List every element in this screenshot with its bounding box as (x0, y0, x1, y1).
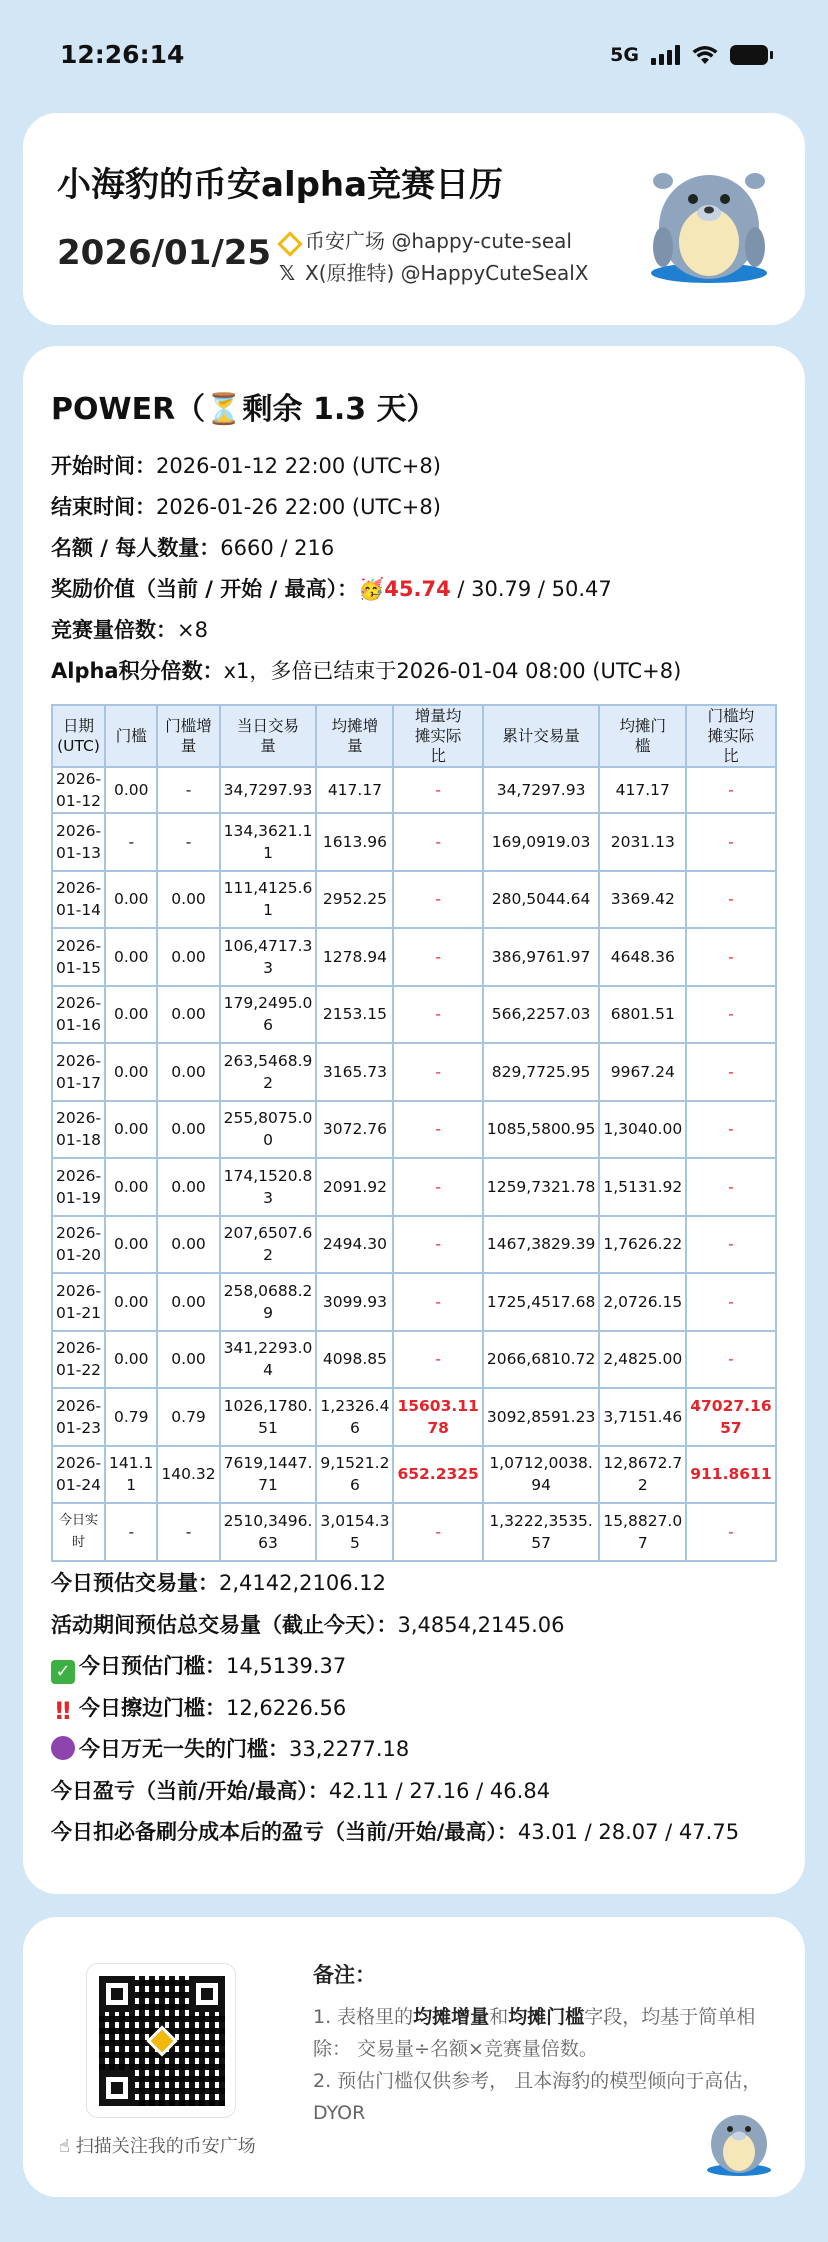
note-1-mid: 和 (489, 2006, 509, 2028)
table-cell: - (393, 1216, 482, 1274)
alpha-multiplier-value: x1，多倍已结束于2026-01-04 08:00 (UTC+8) (223, 659, 682, 683)
qr-caption (59, 2132, 256, 2158)
table-cell: - (686, 928, 775, 986)
quota-value: 6660 / 216 (220, 536, 335, 560)
table-cell: 0.00 (105, 1043, 157, 1101)
check-mark-icon: ✓ (51, 1660, 75, 1684)
table-cell: - (686, 1158, 775, 1216)
table-row (52, 813, 776, 871)
volume-table (51, 704, 777, 1562)
table-cell: 15603.11 78 (393, 1388, 482, 1446)
table-row (52, 986, 776, 1044)
table-cell: 0.00 (105, 1273, 157, 1331)
estimate-volume-value: 2,4142,2106.12 (219, 1571, 386, 1595)
table-cell: 0.00 (105, 1101, 157, 1159)
note-1-prefix: 1. 表格里的 (313, 2006, 414, 2028)
table-cell: 255,8075.0 0 (220, 1101, 317, 1159)
table-cell: 1026,1780. 51 (220, 1388, 317, 1446)
table-cell: 174,1520.8 3 (220, 1158, 317, 1216)
table-cell: 1613.96 (316, 813, 393, 871)
multiplier-row (51, 610, 681, 651)
qr-code[interactable] (86, 1963, 236, 2118)
table-cell: 1,0712,0038. 94 (483, 1446, 599, 1504)
table-cell: 0.00 (157, 1216, 219, 1274)
table-cell: 0.79 (157, 1388, 219, 1446)
table-cell: 1467,3829.39 (483, 1216, 599, 1274)
table-cell: 4648.36 (599, 928, 686, 986)
table-cell: 2026-01-14 (52, 871, 105, 929)
table-cell: - (393, 871, 482, 929)
pnl-net-value: 43.01 / 28.07 / 47.75 (517, 1820, 740, 1844)
alpha-multiplier-label: Alpha积分倍数： (51, 659, 224, 683)
table-cell: 今日实时 (52, 1503, 105, 1561)
table-cell: 12,8672.7 2 (599, 1446, 686, 1504)
table-cell: 134,3621.1 1 (220, 813, 317, 871)
battery-icon (730, 45, 768, 65)
table-cell: 2153.15 (316, 986, 393, 1044)
table-cell: 2,4825.00 (599, 1331, 686, 1389)
threshold-label: 今日预估门槛： (79, 1654, 226, 1678)
table-cell: 0.00 (105, 928, 157, 986)
table-row (52, 1503, 776, 1561)
table-cell: 2494.30 (316, 1216, 393, 1274)
table-cell: - (686, 1101, 775, 1159)
table-cell: 1,7626.22 (599, 1216, 686, 1274)
table-cell: 34,7297.93 (483, 767, 599, 813)
reward-current-value: 45.74 (384, 577, 451, 601)
table-cell: - (157, 813, 219, 871)
qr-caption-text: 扫描关注我的币安广场 (75, 2136, 256, 2157)
table-cell: 0.00 (157, 1273, 219, 1331)
table-cell: 2026-01-12 (52, 767, 105, 813)
total-volume-row (51, 1605, 739, 1647)
table-row (52, 1446, 776, 1504)
total-volume-label: 活动期间预估总交易量（截止今天）： (51, 1612, 398, 1637)
table-cell: 1259,7321.78 (483, 1158, 599, 1216)
table-cell: - (157, 767, 219, 813)
table-cell: 3165.73 (316, 1043, 393, 1101)
status-time: 12:26:14 (60, 40, 185, 69)
edge-threshold-label: 今日擦边门槛： (79, 1695, 226, 1720)
start-time-label: 开始时间： (51, 454, 156, 478)
table-cell: - (393, 928, 482, 986)
table-header-cell: 均摊增 量 (316, 705, 393, 767)
table-cell: 3,7151.46 (599, 1388, 686, 1446)
reward-row (51, 569, 681, 610)
table-cell: - (686, 1273, 775, 1331)
social-links (277, 225, 589, 289)
table-cell: 6801.51 (599, 986, 686, 1044)
pointing-hand-icon: ☝ (59, 2136, 70, 2157)
table-cell: - (686, 986, 775, 1044)
table-cell: - (393, 1158, 482, 1216)
table-cell: 2026-01-17 (52, 1043, 105, 1101)
table-cell: 140.32 (157, 1446, 219, 1504)
table-cell: 417.17 (599, 767, 686, 813)
header-card (23, 113, 805, 325)
table-cell: 2066,6810.72 (483, 1331, 599, 1389)
table-row (52, 1388, 776, 1446)
pnl-net-label: 今日扣必备刷分成本后的盈亏（当前/开始/最高）： (51, 1820, 518, 1844)
binance-square-link[interactable] (277, 225, 589, 257)
contest-title: POWER（⏳剩余 1.3 天） (51, 392, 437, 427)
table-cell: 2026-01-18 (52, 1101, 105, 1159)
table-cell: - (686, 871, 775, 929)
table-cell: 0.79 (105, 1388, 157, 1446)
threshold-row (51, 1646, 739, 1688)
safe-threshold-value: 33,2277.18 (289, 1737, 410, 1761)
table-cell: 9,1521.2 6 (316, 1446, 393, 1504)
table-row (52, 767, 776, 813)
table-cell: 386,9761.97 (483, 928, 599, 986)
table-cell: 1,3222,3535. 57 (483, 1503, 599, 1561)
summary-section (51, 1563, 739, 1854)
table-cell: 2026-01-15 (52, 928, 105, 986)
table-cell: 0.00 (105, 1331, 157, 1389)
table-cell: 207,6507.6 2 (220, 1216, 317, 1274)
table-header-cell: 均摊门 槛 (599, 705, 686, 767)
table-cell: - (686, 1331, 775, 1389)
table-cell: 0.00 (105, 871, 157, 929)
table-row (52, 1216, 776, 1274)
table-cell: 1725,4517.68 (483, 1273, 599, 1331)
table-row (52, 1101, 776, 1159)
table-cell: - (393, 986, 482, 1044)
pnl-row (51, 1771, 739, 1813)
table-cell: 9967.24 (599, 1043, 686, 1101)
x-handle: X(原推特) @HappyCuteSealX (305, 261, 589, 285)
signal-icon (651, 45, 680, 65)
notes-title: 备注： (313, 1963, 376, 1987)
edge-threshold-value: 12,6226.56 (226, 1695, 347, 1720)
pnl-net-row (51, 1812, 739, 1854)
reward-label: 奖励价值（当前 / 开始 / 最高）： (51, 577, 359, 601)
qr-pattern (99, 1976, 225, 2106)
table-cell: 258,0688.2 9 (220, 1273, 317, 1331)
table-cell: - (686, 813, 775, 871)
table-row (52, 1043, 776, 1101)
total-volume-value: 3,4854,2145.06 (397, 1612, 565, 1637)
table-cell: 1278.94 (316, 928, 393, 986)
qr-finder-bottom-left (99, 2070, 135, 2106)
edge-threshold-row (51, 1688, 739, 1730)
table-cell: 2031.13 (599, 813, 686, 871)
status-icons (610, 44, 768, 66)
table-cell: - (157, 1503, 219, 1561)
table-cell: 47027.16 57 (686, 1388, 775, 1446)
start-time-value: 2026-01-12 22:00 (UTC+8) (156, 454, 441, 478)
note-1-suffix: 字段，均基于简单相除： 交易量÷名额×竞赛量倍数。 (313, 2006, 756, 2060)
calendar-date: 2026/01/25 (57, 233, 272, 273)
table-cell: 4098.85 (316, 1331, 393, 1389)
table-header-cell: 门槛增 量 (157, 705, 219, 767)
table-cell: 2026-01-21 (52, 1273, 105, 1331)
safe-threshold-label: 今日万无一失的门槛： (79, 1737, 289, 1761)
end-time-value: 2026-01-26 22:00 (UTC+8) (156, 495, 441, 519)
table-cell: - (393, 813, 482, 871)
table-cell: 0.00 (157, 928, 219, 986)
table-cell: 7619,1447. 71 (220, 1446, 317, 1504)
table-row (52, 1273, 776, 1331)
table-cell: - (686, 767, 775, 813)
note-1 (313, 2001, 783, 2065)
table-cell: 34,7297.93 (220, 767, 317, 813)
table-cell: - (105, 1503, 157, 1561)
binance-logo-icon (146, 2025, 177, 2056)
pnl-label: 今日盈亏（当前/开始/最高）： (51, 1778, 329, 1803)
table-cell: 829,7725.95 (483, 1043, 599, 1101)
party-face-icon: 🥳 (358, 577, 385, 601)
table-cell: 169,0919.03 (483, 813, 599, 871)
table-cell: - (393, 1043, 482, 1101)
table-cell: 652.2325 (393, 1446, 482, 1504)
pnl-value: 42.11 / 27.16 / 46.84 (328, 1778, 551, 1803)
estimate-volume-row (51, 1563, 739, 1605)
seal-mascot-icon (643, 147, 775, 285)
table-cell: 566,2257.03 (483, 986, 599, 1044)
table-cell: 2026-01-20 (52, 1216, 105, 1274)
contest-info (51, 446, 681, 692)
table-cell: 911.8611 (686, 1446, 775, 1504)
reward-start-max-values: / 30.79 / 50.47 (450, 577, 612, 601)
end-time-row (51, 487, 681, 528)
table-cell: - (686, 1503, 775, 1561)
table-cell: 106,4717.3 3 (220, 928, 317, 986)
table-cell: 111,4125.6 1 (220, 871, 317, 929)
table-cell: 1,2326.4 6 (316, 1388, 393, 1446)
table-row (52, 928, 776, 986)
start-time-row (51, 446, 681, 487)
table-cell: 0.00 (157, 986, 219, 1044)
qr-finder-top-left (99, 1976, 135, 2012)
table-cell: 15,8827.0 7 (599, 1503, 686, 1561)
table-cell: 341,2293.0 4 (220, 1331, 317, 1389)
page-title: 小海豹的币安alpha竞赛日历 (57, 165, 504, 205)
table-row (52, 1158, 776, 1216)
qr-finder-top-right (189, 1976, 225, 2012)
table-cell: 2026-01-24 (52, 1446, 105, 1504)
table-cell: 179,2495.0 6 (220, 986, 317, 1044)
table-cell: 1085,5800.95 (483, 1101, 599, 1159)
table-cell: 0.00 (157, 1331, 219, 1389)
table-header-row (52, 705, 776, 767)
devil-face-icon (51, 1736, 75, 1760)
quota-row (51, 528, 681, 569)
end-time-label: 结束时间： (51, 495, 156, 519)
x-logo-icon: 𝕏 (278, 261, 296, 285)
table-header-cell: 日期 (UTC) (52, 705, 105, 767)
table-cell: 0.00 (157, 1158, 219, 1216)
table-cell: 2026-01-13 (52, 813, 105, 871)
table-cell: 2091.92 (316, 1158, 393, 1216)
seal-mascot-small-icon (703, 2100, 775, 2176)
multiplier-value: ×8 (177, 618, 208, 642)
note-1-term-2: 均摊门槛 (508, 2006, 585, 2028)
table-cell: 417.17 (316, 767, 393, 813)
table-cell: 2026-01-16 (52, 986, 105, 1044)
alpha-multiplier-row (51, 651, 681, 692)
contest-card (23, 346, 805, 1894)
table-cell: 0.00 (157, 1101, 219, 1159)
table-cell: 0.00 (105, 767, 157, 813)
quota-label: 名额 / 每人数量： (51, 536, 221, 560)
table-cell: 0.00 (157, 1043, 219, 1101)
table-cell: - (393, 1331, 482, 1389)
table-cell: 280,5044.64 (483, 871, 599, 929)
safe-threshold-row (51, 1729, 739, 1771)
threshold-value: 14,5139.37 (226, 1654, 347, 1678)
table-cell: - (393, 1503, 482, 1561)
table-cell: 3072.76 (316, 1101, 393, 1159)
table-cell: 2510,3496. 63 (220, 1503, 317, 1561)
double-exclamation-icon: ‼ (55, 1696, 71, 1725)
note-2: 2. 预估门槛仅供参考， 且本海豹的模型倾向于高估，DYOR (313, 2070, 762, 2124)
table-cell: 2026-01-23 (52, 1388, 105, 1446)
table-cell: 3099.93 (316, 1273, 393, 1331)
table-cell: 141.1 1 (105, 1446, 157, 1504)
table-cell: 0.00 (105, 1216, 157, 1274)
table-cell: 3369.42 (599, 871, 686, 929)
table-row (52, 1331, 776, 1389)
table-header-cell: 门槛均 摊实际 比 (686, 705, 775, 767)
footer-card (23, 1917, 805, 2197)
table-header-cell: 当日交易 量 (220, 705, 317, 767)
table-cell: - (393, 1273, 482, 1331)
table-cell: 1,3040.00 (599, 1101, 686, 1159)
table-cell: 2,0726.15 (599, 1273, 686, 1331)
table-cell: - (393, 767, 482, 813)
table-row (52, 871, 776, 929)
table-cell: - (686, 1043, 775, 1101)
wifi-icon (692, 45, 718, 65)
table-header-cell: 累计交易量 (483, 705, 599, 767)
table-cell: 2952.25 (316, 871, 393, 929)
table-cell: 2026-01-22 (52, 1331, 105, 1389)
table-cell: 2026-01-19 (52, 1158, 105, 1216)
note-1-term-1: 均摊增量 (413, 2006, 490, 2028)
table-cell: - (686, 1216, 775, 1274)
table-cell: 3,0154.3 5 (316, 1503, 393, 1561)
table-cell: - (105, 813, 157, 871)
table-header-cell: 增量均 摊实际 比 (393, 705, 482, 767)
table-cell: 0.00 (105, 1158, 157, 1216)
binance-square-handle: 币安广场 @happy-cute-seal (305, 229, 572, 253)
table-cell: 3092,8591.23 (483, 1388, 599, 1446)
binance-icon (277, 231, 297, 251)
table-cell: 1,5131.92 (599, 1158, 686, 1216)
network-type: 5G (610, 44, 639, 66)
x-link[interactable] (277, 257, 589, 289)
multiplier-label: 竞赛量倍数： (51, 618, 177, 642)
table-cell: - (393, 1101, 482, 1159)
table-header-cell: 门槛 (105, 705, 157, 767)
table-cell: 0.00 (157, 871, 219, 929)
table-cell: 0.00 (105, 986, 157, 1044)
status-bar (0, 0, 828, 110)
table-cell: 263,5468.9 2 (220, 1043, 317, 1101)
estimate-volume-label: 今日预估交易量： (51, 1571, 219, 1595)
